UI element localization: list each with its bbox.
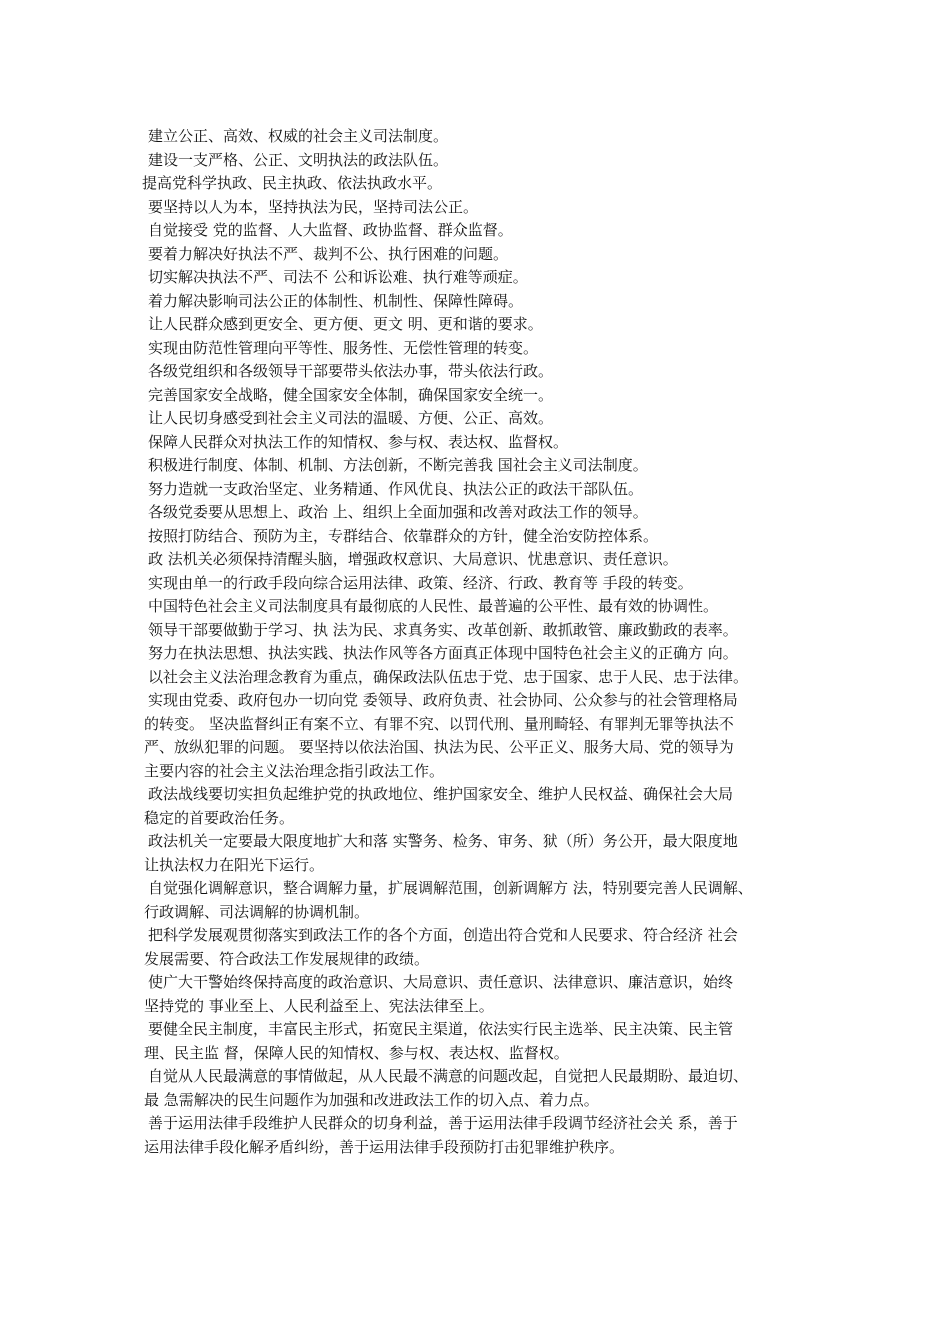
text-line: 要坚持以人为本，坚持执法为民，坚持司法公正。 — [148, 197, 479, 216]
text-line: 要健全民主制度，丰富民主形式，拓宽民主渠道，依法实行民主选举、民主决策、民主管 — [148, 1020, 734, 1038]
text-line: 的转变。 坚决监督纠正有案不立、有罪不究、以罚代刑、量刑畸轻、有罪判无罪等执法不 — [144, 714, 734, 733]
text-line: 让执法权力在阳光下运行。 — [144, 855, 325, 874]
text-line: 以社会主义法治理念教育为重点，确保政法队伍忠于党、忠于国家、忠于人民、忠于法律。 — [148, 667, 749, 686]
text-line: 理、民主监 督，保障人民的知情权、参与权、表达权、监督权。 — [144, 1043, 569, 1062]
text-line: 政法机关一定要最大限度地扩大和落 实警务、检务、审务、狱（所）务公开，最大限度地 — [148, 832, 738, 850]
paragraph-6 — [144, 971, 824, 1018]
text-line: 政 法机关必须保持清醒头脑，增强政权意识、大局意识、忧患意识、责任意识。 — [148, 550, 678, 568]
text-line: 行政调解、司法调解的协调机制。 — [144, 902, 370, 921]
text-line: 自觉强化调解意识，整合调解力量，扩展调解范围，创新调解方 法，特别要完善人民调解、 — [148, 879, 753, 897]
text-line: 要着力解决好执法不严、裁判不公、执行困难的问题。 — [148, 244, 509, 263]
text-line: 严、放纵犯罪的问题。 要坚持以依法治国、执法为民、公平正义、服务大局、党的领导为 — [144, 738, 734, 756]
paragraph-4 — [144, 877, 824, 924]
text-line: 主要内容的社会主义法治理念指引政法工作。 — [144, 761, 445, 780]
text-line: 建立公正、高效、权威的社会主义司法制度。 — [148, 127, 449, 145]
text-line: 使广大干警始终保持高度的政治意识、大局意识、责任意识、法律意识、廉洁意识，始终 — [148, 973, 734, 991]
text-line: 完善国家安全战略，健全国家安全体制，确保国家安全统一。 — [148, 385, 554, 404]
text-line: 着力解决影响司法公正的体制性、机制性、保障性障碍。 — [148, 291, 524, 310]
paragraph-8 — [144, 1065, 824, 1112]
text-line: 让人民群众感到更安全、更方便、更文 明、更和谐的要求。 — [148, 315, 543, 333]
text-line: 坚持党的 事业至上、人民利益至上、宪法法律至上。 — [144, 996, 494, 1015]
text-line: 政法战线要切实担负起维护党的执政地位、维护国家安全、维护人民权益、确保社会大局 — [148, 785, 734, 803]
text-line: 建设一支严格、公正、文明执法的政法队伍。 — [148, 150, 449, 169]
text-line: 最 急需解决的民生问题作为加强和改进政法工作的切入点、着力点。 — [144, 1090, 599, 1109]
text-line: 自觉接受 党的监督、人大监督、政协监督、群众监督。 — [148, 221, 513, 239]
text-line: 稳定的首要政治任务。 — [144, 808, 295, 827]
paragraph-7 — [144, 1018, 824, 1065]
text-line: 领导干部要做勤于学习、执 法为民、求真务实、改革创新、敢抓敢管、廉政勤政的表率。 — [148, 620, 738, 639]
text-line: 实现由单一的行政手段向综合运用法律、政策、经济、行政、教育等 手段的转变。 — [148, 573, 693, 592]
text-line: 运用法律手段化解矛盾纠纷，善于运用法律手段预防打击犯罪维护秩序。 — [144, 1137, 625, 1156]
document-body — [144, 125, 824, 1159]
text-line: 切实解决执法不严、司法不 公和诉讼难、执行难等顽症。 — [148, 268, 528, 286]
paragraph-9 — [144, 1112, 824, 1159]
text-line: 善于运用法律手段维护人民群众的切身利益，善于运用法律手段调节经济社会关 系，善于 — [148, 1114, 738, 1132]
text-line: 各级党组织和各级领导干部要带头依法办事，带头依法行政。 — [148, 362, 554, 380]
paragraph-1 — [144, 689, 824, 783]
text-line: 保障人民群众对执法工作的知情权、参与权、表达权、监督权。 — [148, 432, 569, 451]
text-line: 按照打防结合、预防为主，专群结合、依靠群众的方针，健全治安防控体系。 — [148, 526, 659, 545]
text-line: 各级党委要从思想上、政治 上、组织上全面加强和改善对政法工作的领导。 — [148, 503, 648, 521]
text-line: 提高党科学执政、民主执政、依法执政水平。 — [142, 174, 443, 192]
text-line: 努力造就一支政治坚定、业务精通、作风优良、执法公正的政法干部队伍。 — [148, 479, 644, 498]
text-line: 发展需要、符合政法工作发展规律的政绩。 — [144, 949, 430, 968]
text-line: 实现由防范性管理向平等性、服务性、无偿性管理的转变。 — [148, 338, 539, 357]
paragraph-5 — [144, 924, 824, 971]
text-line: 把科学发展观贯彻落实到政法工作的各个方面，创造出符合党和人民要求、符合经济 社会 — [148, 926, 738, 944]
paragraph-3 — [144, 830, 824, 877]
text-line: 积极进行制度、体制、机制、方法创新，不断完善我 国社会主义司法制度。 — [148, 456, 648, 474]
text-line: 实现由党委、政府包办一切向党 委领导、政府负责、社会协同、公众参与的社会管理格局 — [148, 691, 738, 709]
paragraph-2 — [144, 783, 824, 830]
text-line: 努力在执法思想、执法实践、执法作风等各方面真正体现中国特色社会主义的正确方 向。 — [148, 644, 738, 662]
text-line: 让人民切身感受到社会主义司法的温暖、方便、公正、高效。 — [148, 409, 554, 427]
text-line: 自觉从人民最满意的事情做起，从人民最不满意的问题改起，自觉把人民最期盼、最迫切、 — [148, 1067, 749, 1085]
text-line: 中国特色社会主义司法制度具有最彻底的人民性、最普遍的公平性、最有效的协调性。 — [148, 597, 719, 615]
